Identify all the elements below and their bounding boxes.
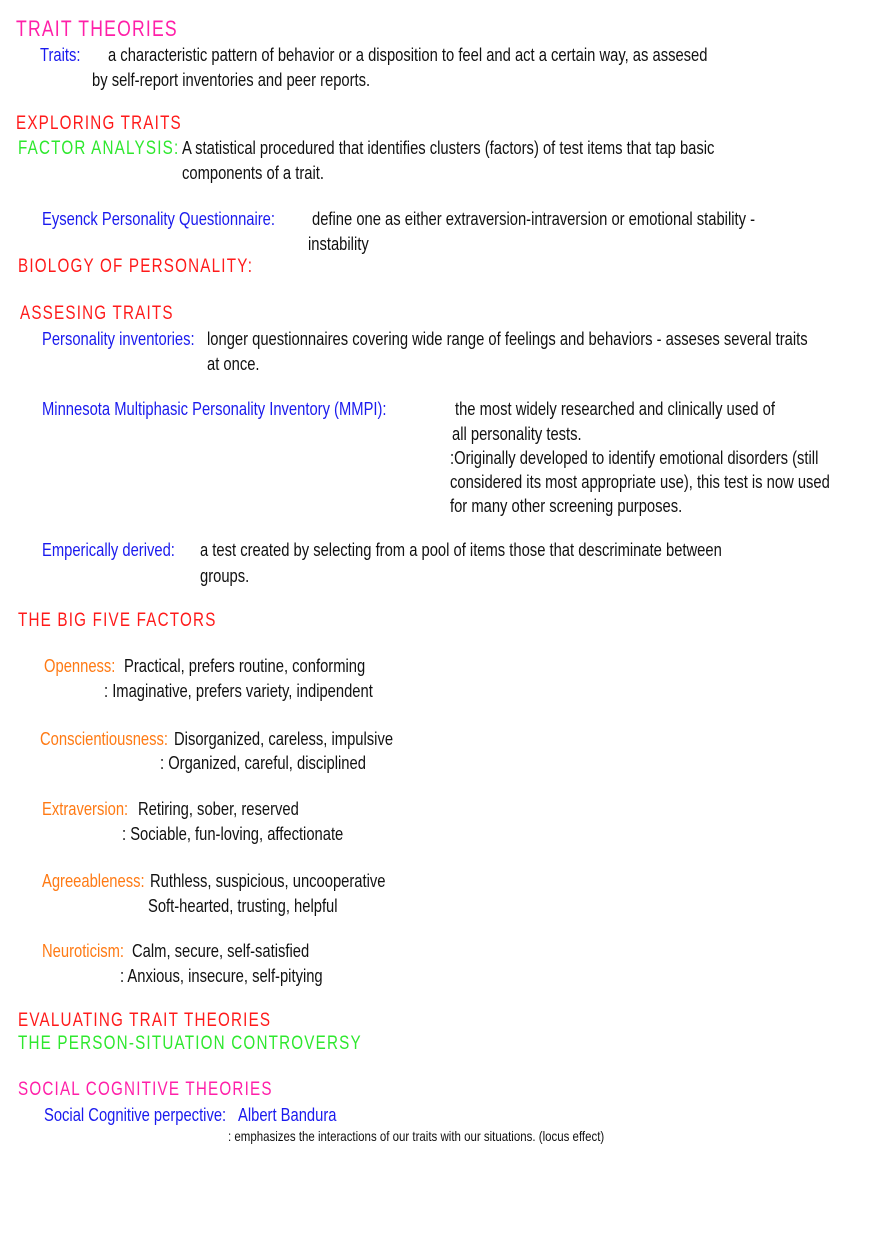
term-extraversion: Extraversion:	[42, 799, 129, 819]
term-openness: Openness:	[44, 656, 116, 676]
inventories-definition-cont: at once.	[207, 354, 260, 374]
mmpi-line: the most widely researched and clinically used of	[455, 399, 775, 419]
term-conscientiousness: Conscientiousness:	[40, 729, 168, 749]
term-mmpi: Minnesota Multiphasic Personality Inventory (MMPI):	[42, 399, 387, 419]
mmpi-line: considered its most appropriate use), this test is now used	[450, 472, 830, 492]
openness-high: : Imaginative, prefers variety, indipendent	[104, 681, 373, 701]
heading-evaluating: EVALUATING TRAIT THEORIES	[18, 1010, 272, 1031]
factor-analysis-definition: A statistical procedured that identifies clusters (factors) of test items that tap basic	[182, 138, 715, 158]
heading-biology: BIOLOGY OF PERSONALITY:	[18, 256, 254, 277]
term-personality-inventories: Personality inventories:	[42, 329, 195, 349]
openness-low: Practical, prefers routine, conforming	[124, 656, 366, 676]
term-factor-analysis: FACTOR ANALYSIS:	[18, 138, 180, 159]
empirically-derived-definition: a test created by selecting from a pool of items those that descriminate between	[200, 540, 722, 560]
traits-definition: a characteristic pattern of behavior or a disposition to feel and act a certain way, as assesed	[108, 45, 708, 65]
heading-trait-theories: TRAIT THEORIES	[16, 16, 178, 41]
extraversion-high: : Sociable, fun-loving, affectionate	[122, 824, 344, 844]
factor-analysis-definition-cont: components of a trait.	[182, 163, 324, 183]
extraversion-low: Retiring, sober, reserved	[138, 799, 299, 819]
heading-social-cognitive: SOCIAL COGNITIVE THEORIES	[18, 1079, 273, 1100]
eysenck-definition-cont: instability	[308, 234, 369, 254]
heading-exploring-traits: EXPLORING TRAITS	[16, 113, 182, 134]
agreeableness-low: Ruthless, suspicious, uncooperative	[150, 871, 386, 891]
traits-definition-cont: by self-report inventories and peer reports.	[92, 70, 371, 90]
conscientiousness-high: : Organized, careful, disciplined	[160, 753, 366, 773]
neuroticism-low: Calm, secure, self-satisfied	[132, 941, 310, 961]
neuroticism-high: : Anxious, insecure, self-pitying	[120, 966, 323, 986]
heading-person-situation: THE PERSON-SITUATION CONTROVERSY	[18, 1033, 362, 1054]
eysenck-definition: define one as either extraversion-intraversion or emotional stability -	[312, 209, 756, 229]
term-traits: Traits:	[40, 45, 81, 65]
agreeableness-high: Soft-hearted, trusting, helpful	[148, 896, 338, 916]
mmpi-line: for many other screening purposes.	[450, 496, 683, 516]
term-neuroticism: Neuroticism:	[42, 941, 125, 961]
empirically-derived-definition-cont: groups.	[200, 566, 250, 586]
term-empirically-derived: Emperically derived:	[42, 540, 175, 560]
inventories-definition: longer questionnaires covering wide range of feelings and behaviors - asseses several traits	[207, 329, 808, 349]
heading-big-five: THE BIG FIVE FACTORS	[18, 610, 217, 631]
term-eysenck: Eysenck Personality Questionnaire:	[42, 209, 276, 229]
mmpi-line: all personality tests.	[452, 424, 582, 444]
mmpi-line: :Originally developed to identify emotional disorders (still	[450, 448, 819, 468]
conscientiousness-low: Disorganized, careless, impulsive	[174, 729, 394, 749]
heading-assessing-traits: ASSESING TRAITS	[20, 303, 174, 324]
albert-bandura: Albert Bandura	[238, 1105, 337, 1125]
term-agreeableness: Agreeableness:	[42, 871, 145, 891]
term-social-cognitive: Social Cognitive perpective:	[44, 1105, 227, 1125]
social-cognitive-definition: : emphasizes the interactions of our traits with our situations. (locus effect)	[228, 1128, 605, 1144]
